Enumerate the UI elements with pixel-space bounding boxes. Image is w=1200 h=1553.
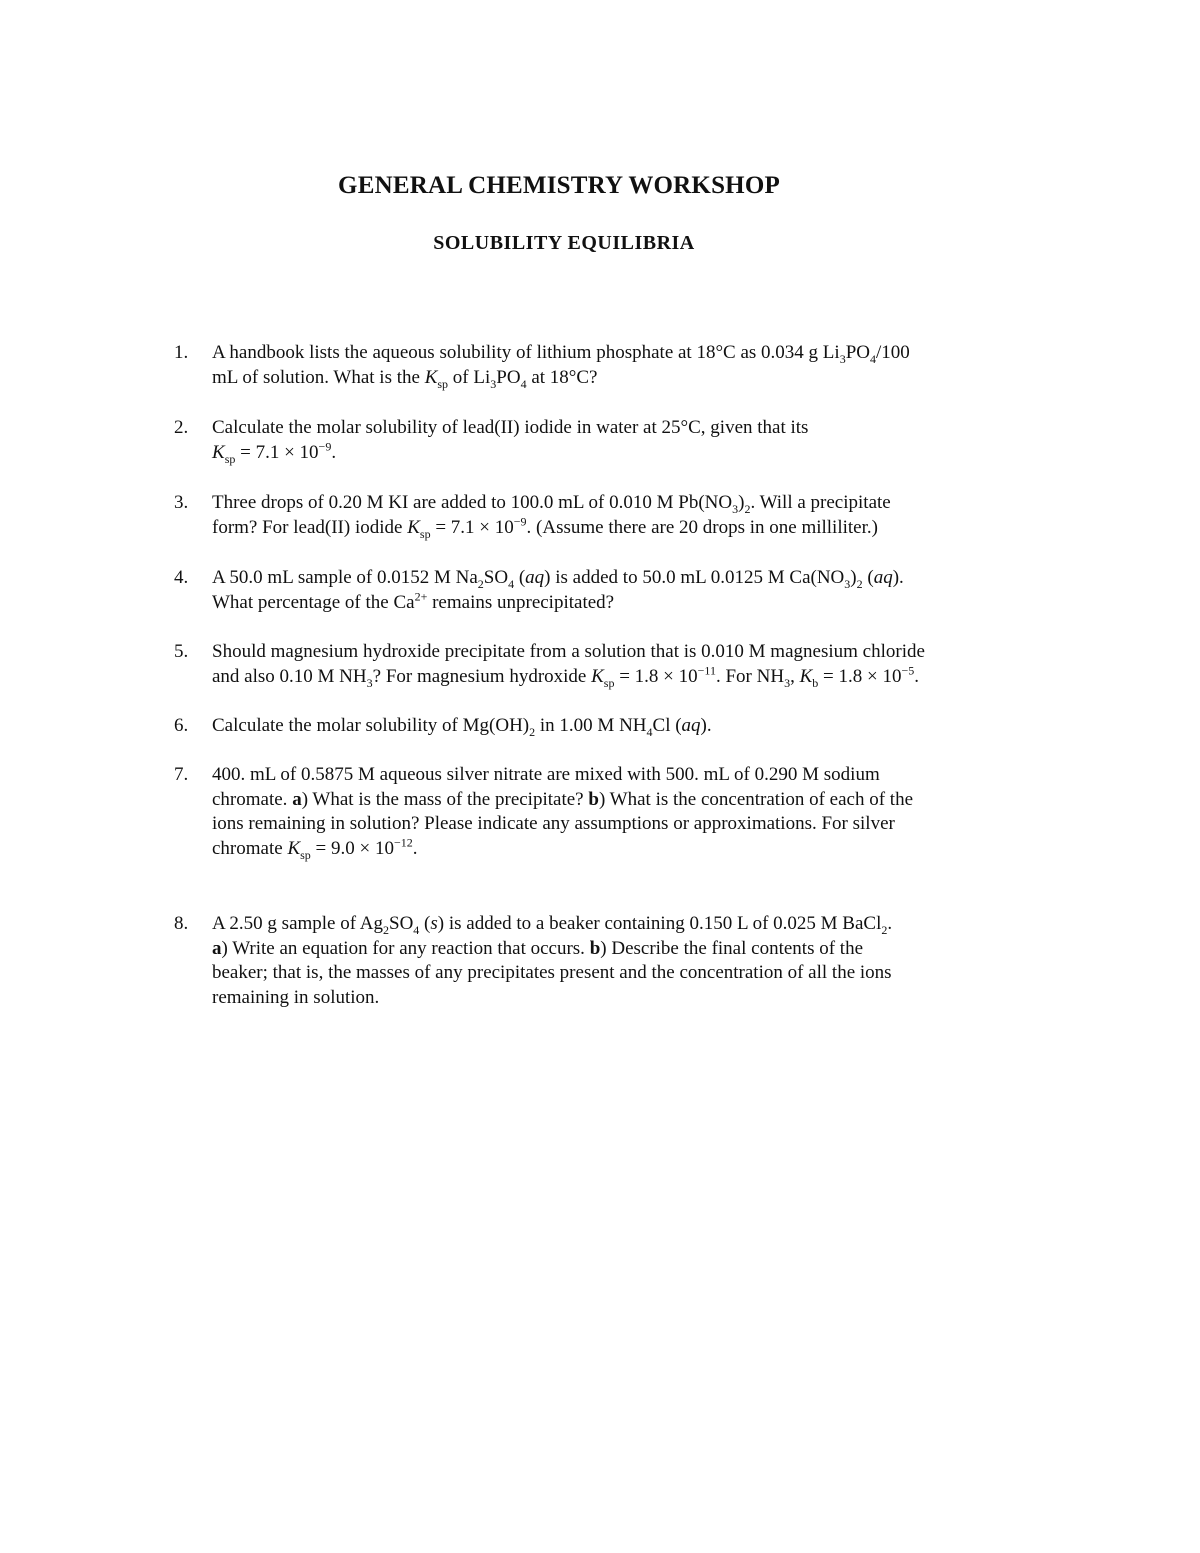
question-line: A 50.0 mL sample of 0.0152 M $Na_2SO_4$ (aq) is added to 50.0 mL 0.0125 M $Ca(NO_3)_2$ (aq). xyxy=(212,567,904,591)
question-line: remaining in solution. xyxy=(212,986,380,1008)
question-number: 1. xyxy=(174,342,189,363)
question-text xyxy=(212,912,1054,1010)
question-line: ions remaining in solution? Please indicate any assumptions or approximations. For silver xyxy=(212,813,895,834)
question-7 xyxy=(174,763,1054,861)
question-number: 6. xyxy=(174,715,189,736)
question-1 xyxy=(174,341,1054,390)
question-number: 7. xyxy=(174,764,189,785)
question-text xyxy=(212,640,1054,689)
question-text xyxy=(212,491,1054,540)
question-2 xyxy=(174,416,1054,465)
question-text xyxy=(212,416,1054,465)
question-number: 3. xyxy=(174,492,189,513)
question-line: Three drops of 0.20 M KI are added to 100.0 mL of 0.010 M $Pb(NO_3)_2$. Will a precipitate xyxy=(212,492,891,516)
question-line: 400. mL of 0.5875 M aqueous silver nitrate are mixed with 500. mL of 0.290 M sodium xyxy=(212,764,880,785)
question-line: chromate. a) What is the mass of the precipitate? b) What is the concentration of each of the xyxy=(212,788,914,810)
question-line: Should magnesium hydroxide precipitate from a solution that is 0.010 M magnesium chloride xyxy=(212,641,925,662)
question-line: What percentage of the $Ca^{2+}$ remains unprecipitated? xyxy=(212,589,615,613)
question-8 xyxy=(174,912,1054,1010)
question-text xyxy=(212,763,1054,861)
page-subtitle: SOLUBILITY EQUILIBRIA xyxy=(433,232,695,254)
question-number: 5. xyxy=(174,641,189,662)
question-5 xyxy=(174,640,1054,689)
question-line: form? For lead(II) iodide $K_{sp} = 7.1 \times 10^{-9}$. (Assume there are 20 drops in one milliliter.) xyxy=(212,514,878,541)
question-text xyxy=(212,341,1054,390)
question-line: chromate $K_{sp} = 9.0 \times 10^{-12}$. xyxy=(212,835,418,862)
question-line: Calculate the molar solubility of $Mg(OH)_2$ in 1.00 M $NH_4Cl$ (aq). xyxy=(212,715,712,739)
question-number: 8. xyxy=(174,913,189,934)
question-text xyxy=(212,566,1054,615)
question-text xyxy=(212,714,1054,739)
question-line: mL of solution. What is the $K_{sp}$ of $Li_3PO_4$ at 18°C? xyxy=(212,366,598,391)
question-line: A 2.50 g sample of $Ag_2SO_4$ (s) is added to a beaker containing 0.150 L of 0.025 M BaCl$_2$. xyxy=(212,913,893,937)
question-number: 2. xyxy=(174,417,189,438)
question-line: and also 0.10 M $NH_3$? For magnesium hydroxide $K_{sp} = 1.8 \times 10^{-11}$. For $NH_3$, $K_b = 1.8 \times 10^{-5}$. xyxy=(212,663,919,690)
question-line: A handbook lists the aqueous solubility of lithium phosphate at 18°C as 0.034 g $Li_3PO_4/100$ xyxy=(212,342,910,366)
question-line: a) Write an equation for any reaction that occurs. b) Describe the final contents of the xyxy=(212,937,863,959)
question-line: Calculate the molar solubility of lead(II) iodide in water at 25°C, given that its xyxy=(212,417,809,438)
question-line: beaker; that is, the masses of any precipitates present and the concentration of all the ions xyxy=(212,962,892,983)
question-4 xyxy=(174,566,1054,615)
question-6 xyxy=(174,714,1054,739)
question-line: $K_{sp} = 7.1 \times 10^{-9}$. xyxy=(212,439,337,466)
question-number: 4. xyxy=(174,567,189,588)
question-3 xyxy=(174,491,1054,540)
page-title: GENERAL CHEMISTRY WORKSHOP xyxy=(338,172,780,199)
